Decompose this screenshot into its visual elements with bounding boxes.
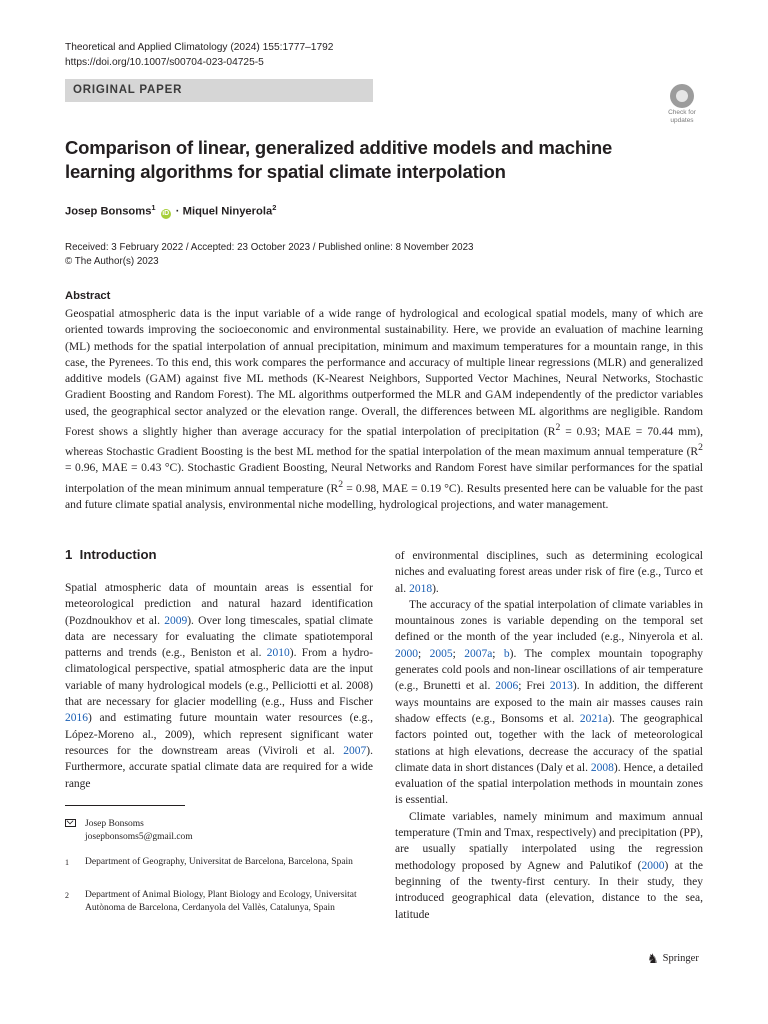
author-name[interactable]: Miquel Ninyerola [182, 205, 273, 218]
citation-link[interactable]: 2005 [429, 647, 453, 660]
citation-link[interactable]: 2008 [590, 761, 614, 774]
citation-link[interactable]: 2007 [343, 744, 367, 757]
author-name[interactable]: Josep Bonsoms [65, 205, 152, 218]
citation-link[interactable]: 2000 [395, 647, 418, 660]
body-column-left: Spatial atmospheric data of mountain areas is essential for meteorological prediction and natural hazard identification (Pozdnoukhov et al. 2009). Over long timescales, spatial climate data are necessary for evaluating the climate spatiotemporal patterns and trends (e.g., Beniston et al. 2010). From a hydro-climatological perspective, spatial atmospheric data are the input variable of many hydrological models (e.g., Pelliciotti et al. 2008) that are necessary for glacier modelling (e.g., Huss and Fischer 2016) and estimating future mountain water resources (e.g., López-Moreno al., 2009), which represent significant water resources for the downstream areas (Viviroli et al. 2007). Furthermore, accurate spatial climate data are required for a wide range [65, 582, 373, 790]
footnote-affiliation-1 [65, 856, 355, 869]
article-type-banner: ORIGINAL PAPER [65, 79, 373, 102]
citation-link[interactable]: 2000 [641, 859, 665, 872]
orcid-icon[interactable]: iD [162, 209, 170, 217]
citation-link[interactable]: 2010 [266, 647, 290, 660]
paragraph: Climate variables, namely minimum and maximum annual temperature (Tmin and Tmax, respectively) and precipitation (PP), are usually spatially interpolated using the regression methodology proposed by Agnew and Palutikof (2000) at the beginning of the twenty-first century. In their study, they introduced geographical data (elevation, distance to the sea, latitude [395, 810, 703, 921]
footnote-contact [65, 818, 193, 844]
section-heading-introduction [65, 547, 157, 562]
contact-name: Josep Bonsoms [85, 819, 144, 829]
publication-dates [65, 241, 473, 269]
paragraph: of environmental disciplines, such as determining ecological niches and evaluating forest areas under risk of fire (e.g., Turco et al. 2018). [395, 550, 703, 595]
journal-citation [65, 40, 333, 70]
citation-link[interactable]: 2006 [495, 680, 519, 693]
envelope-icon [65, 818, 79, 831]
footnote-affiliation-2 [65, 889, 365, 915]
copyright: © The Author(s) 2023 [65, 256, 159, 267]
publisher-logo [647, 952, 699, 965]
footnote-divider [65, 805, 185, 806]
paragraph: The accuracy of the spatial interpolation of climate variables in mountainous zones is variable depending on the temporal set defined or the month of the year included (e.g., Ninyerola et al. 2000; 2005; 2007a; b). The complex mountain topography generates cold pools and non-linear oscillations of air temperature (e.g., Brunetti et al. 2006; Frei 2013). In addition, the different ways mountains are exposed to the main air masses causes rain shadow effects (e.g., Bonsoms et al. 2021a). The geographical factors pointed out, together with the lack of meteorological stations at high elevations, decrease the accuracy of the spatial climate data in short distances (Daly et al. 2008). Hence, a detailed evaluation of the spatial interpolation methods in mountain zones is essential. [395, 598, 704, 807]
check-updates-badge[interactable] [662, 84, 702, 124]
contact-email[interactable]: josepbonsoms5@gmail.com [85, 832, 193, 842]
section-title: Introduction [79, 547, 157, 562]
author-affiliation-mark: 2 [272, 203, 277, 212]
footnote-mark: 2 [65, 891, 69, 900]
affiliation-text: Department of Animal Biology, Plant Biology and Ecology, Universitat Autònoma de Barcelona, Cerdanyola del Vallès, Catalunya, Spain [85, 890, 357, 913]
body-column-right [395, 548, 703, 923]
publisher-name: Springer [662, 953, 699, 964]
citation-link[interactable]: 2009 [164, 614, 188, 627]
author-list [65, 203, 276, 219]
journal-reference: Theoretical and Applied Climatology (2024) 155:1777–1792 [65, 42, 334, 53]
paper-title: Comparison of linear, generalized additive models and machine learning algorithms for spatial climate interpolation [65, 137, 613, 182]
citation-link[interactable]: 2021a [579, 712, 608, 725]
doi-link[interactable]: https://doi.org/10.1007/s00704-023-04725-5 [65, 57, 264, 68]
check-updates-label-2: updates [670, 117, 694, 124]
author-affiliation-mark: 1 [151, 203, 156, 212]
citation-link[interactable]: b [503, 647, 510, 660]
footnote-mark: 1 [65, 858, 69, 867]
citation-link[interactable]: 2007a [464, 647, 493, 660]
affiliation-text: Department of Geography, Universitat de Barcelona, Barcelona, Spain [85, 857, 353, 867]
citation-link[interactable]: 2013 [549, 680, 573, 693]
abstract-text: Geospatial atmospheric data is the input variable of a wide range of hydrological and ecological spatial models, many of which are oriented towards improving the socioeconomic and environmental sustainability. Here, we provide an evaluation of machine learning (ML) methods for the spatial interpolation of annual precipitation, minimum and maximum temperatures for a mountain range, in this case, the Pyrenees. To this end, this work compares the performance and accuracy of multiple linear regressions (MLR) and generalized additive models (GAM) against five ML methods (K-Nearest Neighbors, Supported Vector Machines, Neural Networks, Stochastic Gradient Boosting and Random Forest). The ML algorithms outperformed the MLR and GAM independently of the predictor variables used, the geographical sector analyzed or the elevation range. Overall, the differences between ML algorithms are negligible. Random Forest shows a slightly higher than average accuracy for the spatial interpolation of precipitation ($R^2 = 0.93$; MAE = 70.44 mm), whereas Stochastic Gradient Boosting is the best ML method for the spatial interpolation of the mean maximum annual temperature ($R^2 = 0.96$, MAE = 0.43 °C). Stochastic Gradient Boosting, Neural Networks and Random Forest have similar performances for the spatial interpolation of the mean minimum annual temperature ($R^2 = 0.98$, MAE = 0.19 °C). Results presented here can be valuable for the past and future climate spatial analysis, environmental niche modelling, hydrological projections, and water management. [65, 307, 704, 511]
citation-link[interactable]: 2018 [409, 582, 433, 595]
springer-horse-icon: ♞ [647, 951, 659, 966]
section-number: 1 [65, 547, 73, 562]
check-updates-label-1: Check for [668, 109, 696, 116]
history-dates: Received: 3 February 2022 / Accepted: 23 October 2023 / Published online: 8 November 2023 [65, 242, 474, 253]
check-updates-icon [670, 84, 694, 108]
abstract-heading: Abstract [65, 290, 111, 302]
citation-link[interactable]: 2016 [65, 712, 88, 725]
author-separator: · [172, 205, 183, 218]
